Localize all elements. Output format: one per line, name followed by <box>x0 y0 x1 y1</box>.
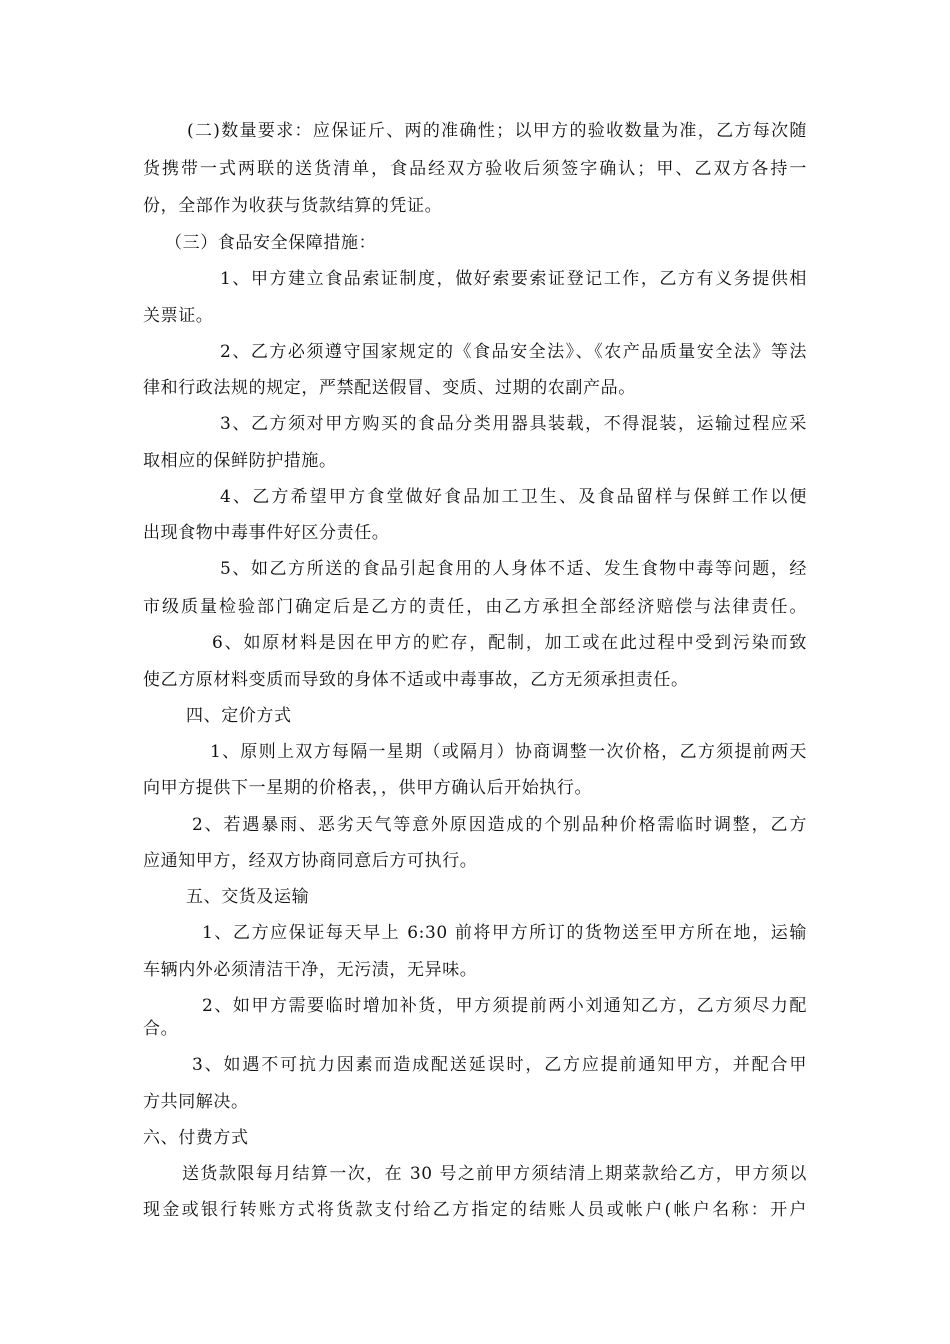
paragraph-line: 1、乙方应保证每天早上 6:30 前将甲方所订的货物送至甲方所在地，运输 <box>202 923 807 943</box>
paragraph-line: 6、如原材料是因在甲方的贮存，配制，加工或在此过程中受到污染而致 <box>212 633 807 653</box>
section-heading: 六、付费方式 <box>143 1128 249 1148</box>
paragraph-line: 1、原则上双方每隔一星期（或隔月）协商调整一次价格，乙方须提前两天 <box>210 742 807 762</box>
paragraph-line: 送货款限每月结算一次，在 30 号之前甲方须结清上期菜款给乙方，甲方须以 <box>182 1164 807 1184</box>
paragraph-line: 律和行政法规的规定，严禁配送假冒、变质、过期的农副产品。 <box>143 378 636 398</box>
paragraph-line: 使乙方原材料变质而导致的身体不适或中毒事故，乙方无须承担责任。 <box>143 670 689 690</box>
paragraph-line: 取相应的保鲜防护措施。 <box>143 451 337 471</box>
paragraph-line: 5、如乙方所送的食品引起食用的人身体不适、发生食物中毒等问题，经 <box>220 559 807 579</box>
paragraph-line: 车辆内外必须清洁干净，无污渍，无异味。 <box>143 960 478 980</box>
section-heading: （三）食品安全保障措施： <box>165 233 377 253</box>
paragraph-line: 货携带一式两联的送货清单，食品经双方验收后须签字确认；甲、乙双方各持一 <box>143 159 807 179</box>
paragraph-line: 应通知甲方，经双方协商同意后方可执行。 <box>143 851 478 871</box>
paragraph-line: 方共同解决。 <box>143 1092 249 1112</box>
paragraph-line: 2、若遇暴雨、恶劣天气等意外原因造成的个别品种价格需临时调整，乙方 <box>192 815 807 835</box>
paragraph-line: 3、如遇不可抗力因素而造成配送延误时，乙方应提前通知甲方，并配合甲 <box>192 1055 807 1075</box>
section-heading: 五、交货及运输 <box>186 887 310 907</box>
paragraph-line: (二)数量要求：应保证斤、两的准确性；以甲方的验收数量为准，乙方每次随 <box>187 121 807 141</box>
paragraph-line: 3、乙方须对甲方购买的食品分类用器具装载，不得混装，运输过程应采 <box>220 414 807 434</box>
paragraph-line: 向甲方提供下一星期的价格表，，供甲方确认后开始执行。 <box>143 778 593 798</box>
paragraph-line: 出现食物中毒事件好区分责任。 <box>143 523 390 543</box>
paragraph-line: 合。 <box>143 1019 179 1039</box>
paragraph-line: 2、乙方必须遵守国家规定的《食品安全法》、《农产品质量安全法》等法 <box>220 342 807 362</box>
paragraph-line: 2、如甲方需要临时增加补货，甲方须提前两小刘通知乙方，乙方须尽力配 <box>202 996 807 1016</box>
paragraph-line: 关票证。 <box>143 306 214 326</box>
paragraph-line: 1、甲方建立食品索证制度，做好索要索证登记工作，乙方有义务提供相 <box>220 269 807 289</box>
paragraph-line: 4、乙方希望甲方食堂做好食品加工卫生、及食品留样与保鲜工作以便 <box>220 487 807 507</box>
section-heading: 四、定价方式 <box>186 706 292 726</box>
paragraph-line: 份，全部作为收获与货款结算的凭证。 <box>143 196 443 216</box>
paragraph-line: 现金或银行转账方式将货款支付给乙方指定的结账人员或帐户(帐户名称：开户 <box>143 1200 807 1220</box>
paragraph-line: 市级质量检验部门确定后是乙方的责任，由乙方承担全部经济赔偿与法律责任。 <box>143 597 807 617</box>
